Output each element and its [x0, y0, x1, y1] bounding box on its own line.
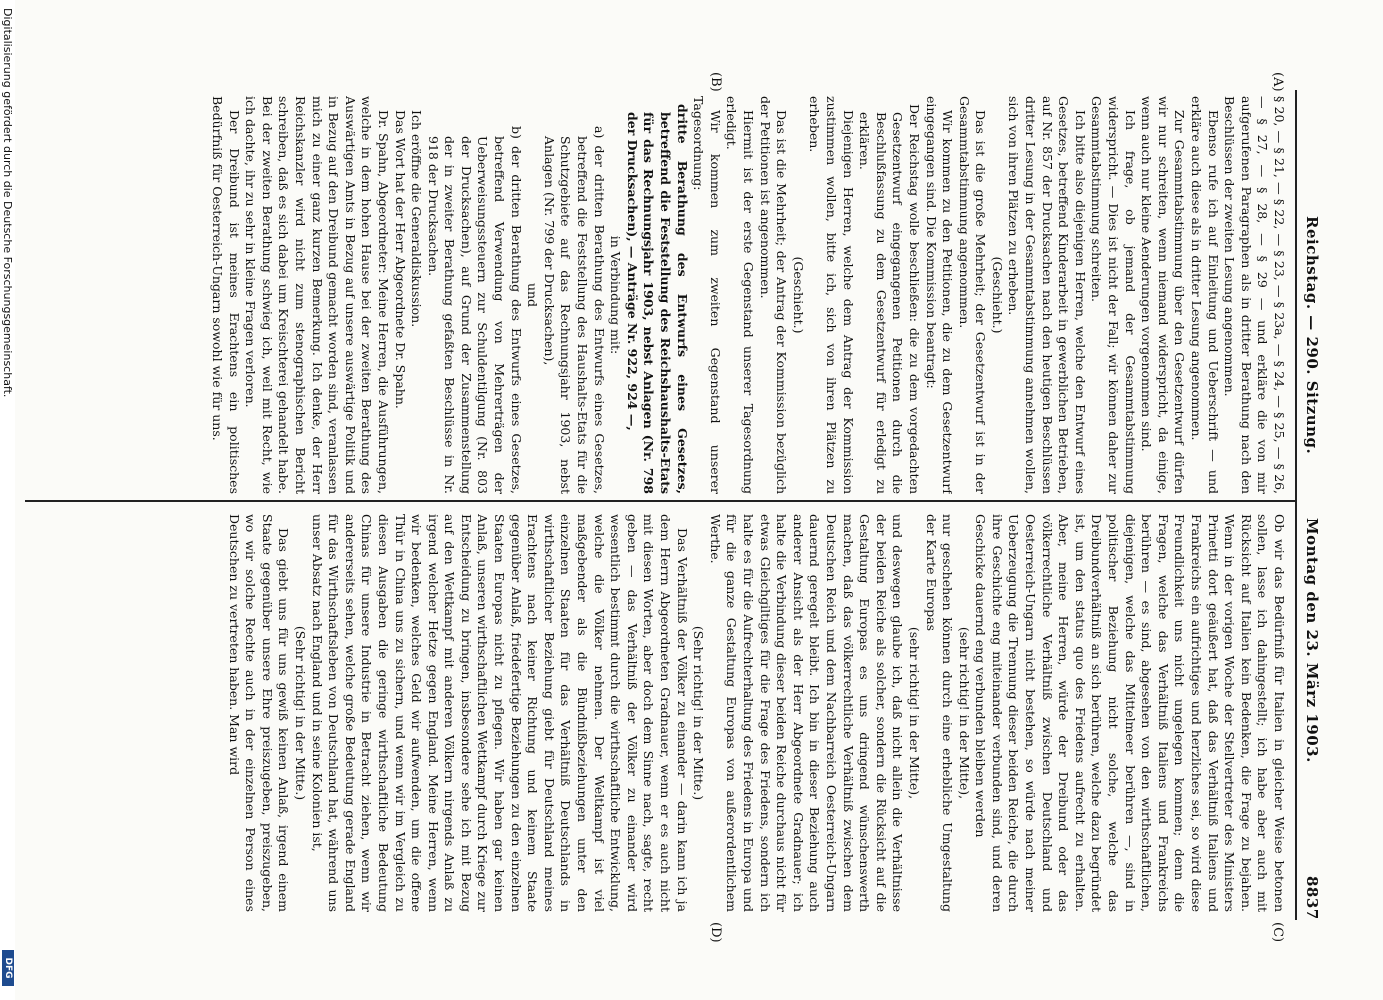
margin-mark-a: (A): [1270, 72, 1285, 92]
paragraph: Wir kommen zum zweiten Gegenstand unserer Tagesordnung:: [691, 96, 723, 494]
header-left: [1299, 96, 1321, 506]
stage-direction: (Geschieht.): [790, 256, 806, 334]
header-left-title: Reichstag. — 290. Sitzung.: [1303, 216, 1321, 455]
paragraph: Hiermit ist der erste Gegenstand unserer Tagesordnung erledigt.: [724, 96, 756, 494]
stage-direction: (Geschieht.): [989, 256, 1005, 334]
dfg-logo: DFG: [2, 950, 14, 986]
right-text-column: [17, 514, 1287, 912]
paragraph: Ich bitte also diejenigen Herren, welche den Entwurf eines Gesetzes, betreffend Kinderarbeit in gewerblichen Betrieben, auf Nr. 857 der Drucksachen nach den heutigen Beschlüssen dritter Lesung in der Gesammtabstimmung annehmen wollen, sich von ihren Plätzen zu erheben.: [1006, 96, 1088, 494]
motion-text: Der Reichstag wolle beschließen: die zu dem vorgedachten Gesetzentwurf eingegangenen Petitionen durch die Beschlußfassung zu dem Gesetzentwurf für erledigt zu erklären.: [857, 104, 922, 494]
paragraph: Das Wort hat der Herr Abgeordnete Dr. Spahn.: [392, 110, 408, 409]
speech-paragraph: Das giebt uns für uns gewiß keinen Anlaß, irgend einem Staate gegenüber unsere Ehre preiszugeben, preiszugeben, wo wir solche Rechte auch in der einzelnen Person eines Deutschen zu vertreten haben. Man wird: [226, 514, 292, 912]
stage-direction: (Sehr richtig! in der Mitte.): [691, 625, 707, 801]
speech-paragraph: Der Dreibund ist meines Erachtens ein politisches Bedürfniß für Oesterreich-Ungarn sowohl wie für uns.: [210, 96, 242, 494]
paragraph: und: [525, 282, 541, 308]
agenda-subitem-b: b) der dritten Berathung des Entwurfs eines Gesetzes, betreffend Verwendung von Mehrerträgen der Ueberweisungssteuern zur Schuldentilgung (Nr. 803 der Drucksachen), auf Grund der Zusammenstellung der in zweiter Berathung gefaßten Beschlüsse in Nr. 918 der Drucksachen.: [425, 126, 524, 494]
speech-paragraph: nur geschehen können durch eine erhebliche Umgestaltung der Karte Europas: [923, 514, 956, 912]
paragraph: § 20, — § 21, — § 22, — § 23, — § 23a, — § 24, — § 25, — § 26, — § 27, — § 28, — § 29 — und erkläre die von mir aufgerufenen Paragraphen als in dritter Berathung nach den Beschlüssen der zweiten Lesung angenommen.: [1222, 96, 1287, 494]
paragraph: Das ist die Mehrheit; der Antrag der Kommission bezüglich der Petitionen ist angenommen.: [757, 96, 790, 494]
speech-paragraph: Das Verhältniß der Völker zu einander — darin kann ich ja dem Herrn Abgeordneten Gradnauer, wenn er es auch nicht mit diesen Worten, aber doch dem Sinne nach, sagte, recht geben — das Verhältniß der Völker zu einander wird wesentlich bestimmt durch die wirthschaftliche Entwicklung, welche die Völker nehmen. Der Weltkampf ist viel maßgebender als die Bündnißbeziehungen unter den einzelnen Staaten für das Verhältniß Deutschlands in wirthschaftlicher Beziehung giebt für Deutschland meines Erachtens nach keiner Richtung und keinem Staate gegenüber Anlaß, friedefertige Beziehungen zu den einzelnen Staaten Europas nicht zu pflegen. Wir haben gar keinen Anlaß, unseren wirthschaftlichen Wettkampf durch Kriege zur Entscheidung zu bringen, insbesondere sehe ich mit Bezug auf den Wettkampf mit anderen Völkern nirgends Anlaß zu irgend welcher Hetze gegen England. Meine Herren, wenn wir bedenken, welches Geld wir aufwenden, um die offene Thür in China uns zu sichern, und wenn wir im Vergleich zu diesen Ausgaben die geringe wirthschaftliche Bedeutung Chinas für unsere Industrie in Betracht ziehen, wenn wir andererseits sehen, welche große Bedeutung gerade England für das Wirthschaftsleben von Deutschland hat, während uns unser Absatz nach England und in seine Kolonien ist,: [309, 514, 690, 912]
speech-paragraph: Ob wir das Bedürfniß für Italien in gleicher Weise betonen sollen, lasse ich dahingestellt; ich habe aber auch mit Rücksicht auf Italien kein Bedenken, die Frage zu bejahen. Wenn in der vorigen Woche der Stellvertreter des Ministers Prinetti dort geäußert hat, daß das Verhältniß Italiens und Frankreichs ein aufrichtiges und herzliches sei, so wird diese Freundlichkeit uns nicht ungelegen kommen; denn die Fragen, welche das Verhältniß Italiens und Frankreichs berühren — es sind, abgesehen von den wirthschaftlichen, diejenigen, welche das Mittelmeer berühren —, sind in politischer Beziehung nicht solche, welche das Dreibundverhältniß an sich berühren, welche dazu begründet ist, um den status quo des Friedens aufrecht zu erhalten. Aber, meine Herren, würde der Dreibund oder das völkerrechtliche Verhältniß zwischen Deutschland und Oesterreich-Ungarn nicht bestehen, so würde nach meiner Ueberzeugung die Trennung dieser beiden Reiche, die durch ihre Geschichte eng miteinander verbunden sind, und deren Geschicke dauernd eng verbunden bleiben werden: [973, 514, 1287, 912]
footer-credit: Digitalisierung gefördert durch die Deutsche Forschungsgemeinschaft.: [1, 8, 14, 398]
speech-paragraph: Dr. Spahn, Abgeordneter: Meine Herren, die Ausführungen, welche in dem hohen Hause bei der zweiten Berathung des Auswärtigen Amts in Bezug auf unsere auswärtige Politik und in Bezug auf den Dreibund gemacht worden sind, veranlassen mich zu einer ganz kurzen Bemerkung. Ich denke, der Herr Reichskanzler wird nicht zum stenographischen Bericht schreiben, daß es sich dabei um Kreischterei gehandelt habe. Bei der zweiten Berathung schwieg ich, weil mit Recht, wie ich dachte, ihr zu sehr in kleine Fragen verloren.: [243, 96, 391, 494]
paragraph: Ebenso rufe ich auf Einleitung und Ueberschrift — und erkläre auch diese als in dritter Lesung angenommen.: [1189, 96, 1221, 494]
paragraph: Zur Gesammtabstimmung über den Gesetzentwurf dürfen wir nur schreiten, wenn niemand widerspricht, da einige, wenn auch nur kleine Aenderungen vorgenommen sind.: [1139, 96, 1188, 494]
header-rule: [1295, 90, 1297, 920]
agenda-item: dritte Berathung des Entwurfs eines Gesetzes, betreffend die Feststellung des Reichshaushalts-Etats für das Rechnungsjahr 1903, nebst Anlagen (Nr. 798 der Drucksachen), — Anträge Nr. 922, 924 —,: [624, 104, 690, 494]
footer: [0, 0, 15, 1000]
margin-mark-c: (C): [1270, 922, 1285, 943]
stage-direction: (Sehr richtig! in der Mitte.): [292, 625, 308, 801]
stage-direction: (sehr richtig! in der Mitte),: [906, 626, 922, 800]
paragraph: Diejenigen Herren, welche dem Antrag der Kommission zustimmen wollen, bitte ich, sich von ihren Plätzen zu erheben.: [807, 96, 856, 494]
column-divider: [25, 500, 1295, 502]
header-right: [1299, 516, 1321, 920]
stage-direction: (sehr richtig! in der Mitte),: [956, 626, 972, 800]
paragraph: Wir kommen zu den Petitionen, die zu dem Gesetzentwurf eingegangen sind. Die Kommission beantragt:: [923, 96, 956, 494]
margin-mark-d: (D): [708, 922, 723, 943]
page-number: 8837: [1303, 876, 1321, 920]
left-text-column: [17, 96, 1287, 494]
paragraph: in Verbindung mit:: [608, 235, 624, 355]
agenda-subitem-a: a) der dritten Berathung des Entwurfs eines Gesetzes, betreffend die Feststellung des Haushalts-Etats für die Schutzgebiete auf das Rechnungsjahr 1903, nebst Anlagen (Nr. 799 der Drucksachen),: [541, 126, 607, 494]
paragraph: Ich eröffne die Generaldiskussion.: [409, 110, 425, 328]
paragraph: Das ist die große Mehrheit; der Gesetzentwurf ist in der Gesammtabstimmung angenommen.: [956, 96, 989, 494]
speech-paragraph: und deswegen glaube ich, daß nicht allein die Verhältnisse der beiden Reiche als solcher, sondern die Rücksicht auf die Gestaltung Europas es uns dringend wünschenswerth machen, daß das völkerrechtliche Verhältniß zwischen dem Deutschen Reich und dem Nachbarreich Oesterreich-Ungarn dauernd geregelt bleibt. Ich bin in dieser Beziehung auch anderer Ansicht als der Herr Abgeordnete Gradnauer; ich halte die Verbindung dieser beiden Reiche durchaus nicht für etwas Gleichgiltiges für die Frage des Friedens, sondern ich halte es für die Aufrechterhaltung des Friedens in Europa und für die ganze Gestaltung Europas von außerordentlichem Werthe.: [707, 514, 906, 912]
margin-mark-b: (B): [708, 72, 723, 92]
paragraph: Ich frage, ob jemand der Gesammtabstimmung widerspricht. — Dies ist nicht der Fall; wir können daher zur Gesammtabstimmung schreiten.: [1089, 96, 1138, 494]
header-right-date: Montag den 23. März 1903.: [1303, 518, 1321, 763]
